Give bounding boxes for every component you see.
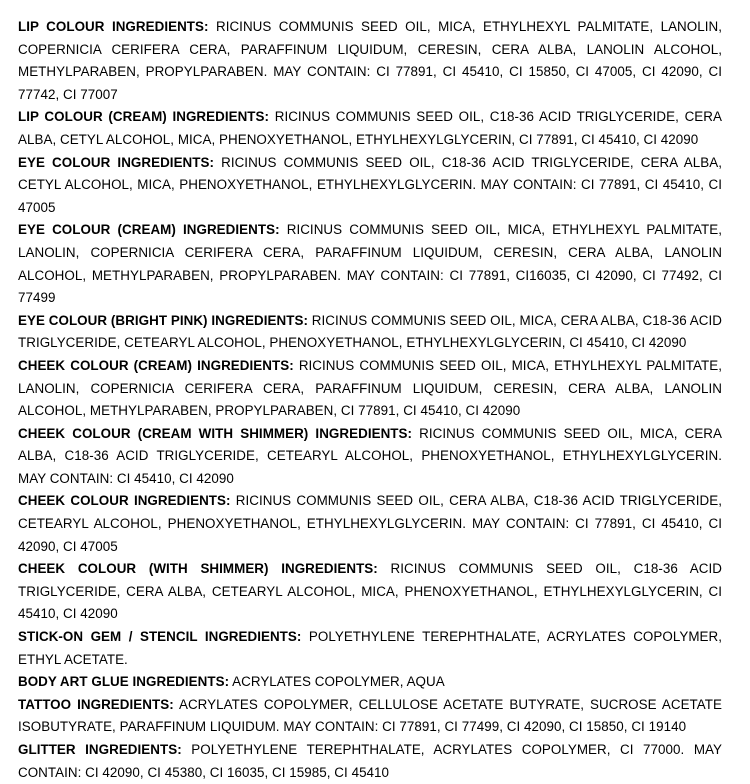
glitter-ingredients: POLYETHYLENE TEREPHTHALATE, ACRYLATES COPOLYMER, CI 77000. MAY CONTAIN: CI 42090, CI 45380, CI 16035, CI 15985, CI 45410 <box>18 742 723 780</box>
eye-colour-cream-entry <box>18 219 722 309</box>
ingredients-list <box>18 16 722 784</box>
cheek-colour-cream-shimmer-entry <box>18 423 722 491</box>
lip-colour-cream-ingredients: RICINUS COMMUNIS SEED OIL, C18-36 ACID TRIGLYCERIDE, CERA ALBA, CETYL ALCOHOL, MICA, PHENOXYETHANOL, ETHYLHEXYLGLYCERIN, CI 77891, CI 45410, CI 42090 <box>18 109 722 147</box>
body-art-glue-ingredients: ACRYLATES COPOLYMER, AQUA <box>232 674 445 690</box>
cheek-colour-cream-entry <box>18 355 722 423</box>
eye-colour-bright-pink-entry <box>18 310 722 355</box>
lip-colour-heading: LIP COLOUR INGREDIENTS: <box>18 19 209 34</box>
body-art-glue-entry <box>18 671 722 694</box>
glitter-entry <box>18 739 722 784</box>
cheek-colour-ingredients: RICINUS COMMUNIS SEED OIL, CERA ALBA, C18-36 ACID TRIGLYCERIDE, CETEARYL ALCOHOL, PHENOXYETHANOL, ETHYLHEXYLGLYCERIN. MAY CONTAIN: CI 77891, CI 45410, CI 42090, CI 47005 <box>18 493 722 554</box>
eye-colour-entry <box>18 152 722 220</box>
tattoo-heading: TATTOO INGREDIENTS: <box>18 696 174 712</box>
cheek-colour-cream-shimmer-heading: CHEEK COLOUR (CREAM WITH SHIMMER) INGREDIENTS: <box>18 425 413 441</box>
stick-on-gem-entry <box>18 626 722 671</box>
cheek-colour-shimmer-entry <box>18 558 722 626</box>
glitter-heading: GLITTER INGREDIENTS: <box>18 742 182 757</box>
lip-colour-entry <box>18 16 722 106</box>
eye-colour-bright-pink-ingredients: RICINUS COMMUNIS SEED OIL, MICA, CERA ALBA, C18-36 ACID TRIGLYCERIDE, CETEARYL ALCOHOL, PHENOXYETHANOL, ETHYLHEXYLGLYCERIN, CI 45410, CI 42090 <box>18 312 722 351</box>
body-art-glue-heading: BODY ART GLUE INGREDIENTS: <box>18 674 230 690</box>
stick-on-gem-heading: STICK-ON GEM / STENCIL INGREDIENTS: <box>18 629 302 645</box>
eye-colour-cream-heading: EYE COLOUR (CREAM) INGREDIENTS: <box>18 222 280 238</box>
cheek-colour-cream-heading: CHEEK COLOUR (CREAM) INGREDIENTS: <box>18 357 294 373</box>
cheek-colour-cream-ingredients: RICINUS COMMUNIS SEED OIL, MICA, ETHYLHEXYL PALMITATE, LANOLIN, COPERNICIA CERIFERA CERA, PARAFFINUM LIQUIDUM, CERESIN, CERA ALBA, LANOLIN ALCOHOL, METHYLPARABEN, PROPYLPARABEN, CI 77891, CI 45410, CI 42090 <box>18 357 722 419</box>
lip-colour-cream-entry <box>18 106 722 151</box>
lip-colour-cream-heading: LIP COLOUR (CREAM) INGREDIENTS: <box>18 109 270 125</box>
stick-on-gem-ingredients: POLYETHYLENE TEREPHTHALATE, ACRYLATES COPOLYMER, ETHYL ACETATE. <box>18 629 722 667</box>
cheek-colour-heading: CHEEK COLOUR INGREDIENTS: <box>18 493 231 509</box>
cheek-colour-shimmer-heading: CHEEK COLOUR (WITH SHIMMER) INGREDIENTS: <box>18 561 378 577</box>
tattoo-entry <box>18 694 722 739</box>
lip-colour-ingredients: RICINUS COMMUNIS SEED OIL, MICA, ETHYLHEXYL PALMITATE, LANOLIN, COPERNICIA CERIFERA CERA, PARAFFINUM LIQUIDUM, CERESIN, CERA ALBA, LANOLIN ALCOHOL, METHYLPARABEN, PROPYLPARABEN. MAY CONTAIN: CI 77891, CI 45410, CI 15850, CI 47005, CI 42090, CI 77742, CI 77007 <box>18 19 722 102</box>
cheek-colour-cream-shimmer-ingredients: RICINUS COMMUNIS SEED OIL, MICA, CERA ALBA, C18-36 ACID TRIGLYCERIDE, CETEARYL ALCOHOL, PHENOXYETHANOL, ETHYLHEXYLGLYCERIN. MAY CONTAIN: CI 45410, CI 42090 <box>18 425 722 486</box>
eye-colour-cream-ingredients: RICINUS COMMUNIS SEED OIL, MICA, ETHYLHEXYL PALMITATE, LANOLIN, COPERNICIA CERIFERA CERA, PARAFFINUM LIQUIDUM, CERESIN, CERA ALBA, LANOLIN ALCOHOL, METHYLPARABEN, PROPYLPARABEN. MAY CONTAIN: CI 77891, CI16035, CI 42090, CI 77492, CI 77499 <box>18 222 722 306</box>
cheek-colour-shimmer-ingredients: RICINUS COMMUNIS SEED OIL, C18-36 ACID TRIGLYCERIDE, CERA ALBA, CETEARYL ALCOHOL, MICA, PHENOXYETHANOL, ETHYLHEXYLGLYCERIN, CI 45410, CI 42090 <box>18 561 722 622</box>
tattoo-ingredients: ACRYLATES COPOLYMER, CELLULOSE ACETATE BUTYRATE, SUCROSE ACETATE ISOBUTYRATE, PARAFFINUM LIQUIDUM. MAY CONTAIN: CI 77891, CI 77499, CI 42090, CI 15850, CI 19140 <box>18 696 722 735</box>
eye-colour-ingredients: RICINUS COMMUNIS SEED OIL, C18-36 ACID TRIGLYCERIDE, CERA ALBA, CETYL ALCOHOL, MICA, PHENOXYETHANOL, ETHYLHEXYLGLYCERIN. MAY CONTAIN: CI 77891, CI 45410, CI 47005 <box>18 154 722 215</box>
eye-colour-heading: EYE COLOUR INGREDIENTS: <box>18 154 214 170</box>
cheek-colour-entry <box>18 490 722 558</box>
eye-colour-bright-pink-heading: EYE COLOUR (BRIGHT PINK) INGREDIENTS: <box>18 312 308 328</box>
